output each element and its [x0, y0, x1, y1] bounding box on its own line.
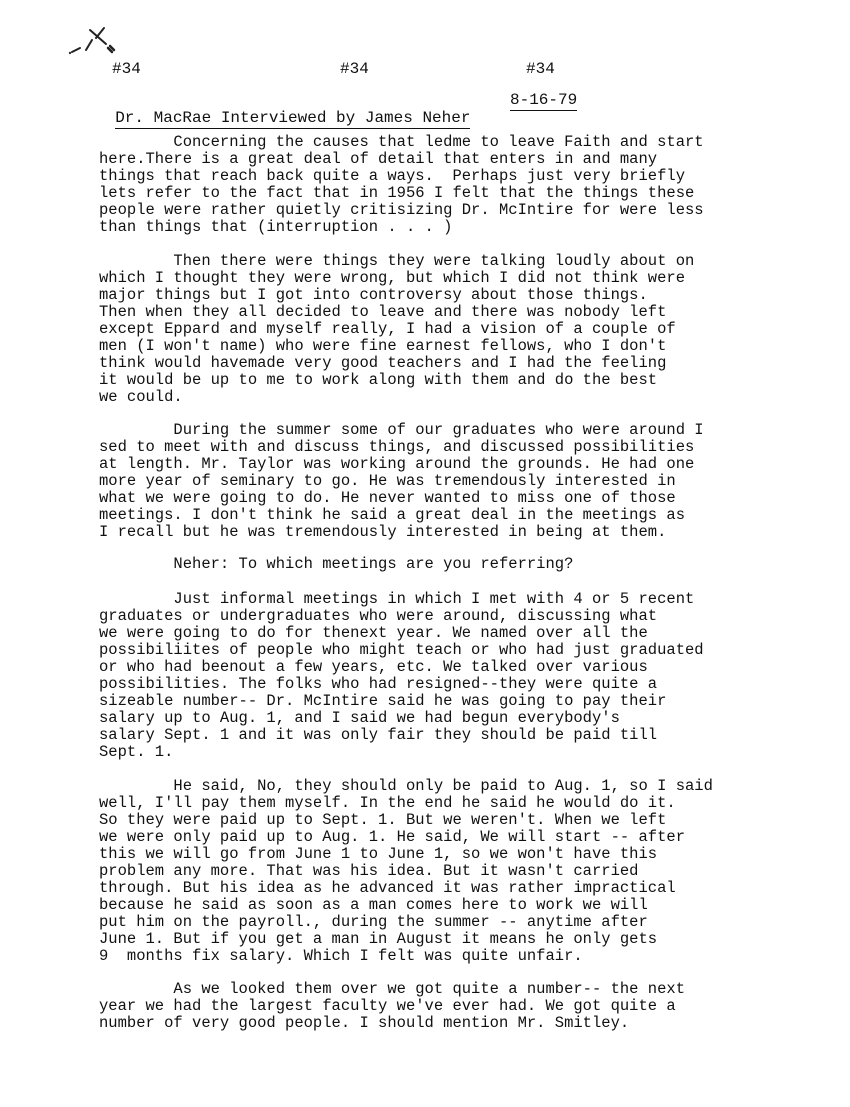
text-line: this we will go from June 1 to June 1, so we won't have this [99, 845, 658, 863]
paragraph-2 [99, 253, 779, 406]
text-line: salary up to Aug. 1, and I said we had begun everybody's [99, 709, 620, 727]
text-line: put him on the payroll., during the summer -- anytime after [99, 913, 648, 931]
text-line: which I thought they were wrong, but which I did not think were [99, 269, 685, 287]
text-line: or who had beenout a few years, etc. We talked over various [99, 658, 648, 676]
text-line: meetings. I don't think he said a great deal in the meetings as [99, 506, 685, 524]
text-line: Just informal meetings in which I met with 4 or 5 recent [99, 590, 695, 608]
text-line: think would havemade very good teachers and I had the feeling [99, 354, 667, 372]
text-line: we could. [99, 388, 183, 406]
paragraph-5 [99, 591, 779, 761]
text-line: Neher: To which meetings are you referring? [99, 555, 574, 573]
page-number-center: #34 [340, 60, 369, 78]
text-line: graduates or undergraduates who were around, discussing what [99, 607, 658, 625]
text-line: June 1. But if you get a man in August it means he only gets [99, 930, 658, 948]
text-line: sizeable number-- Dr. McIntire said he was going to pay their [99, 692, 667, 710]
text-line: well, I'll pay them myself. In the end he said he would do it. [99, 794, 676, 812]
text-line: I recall but he was tremendously interested in being at them. [99, 523, 667, 541]
text-line: So they were paid up to Sept. 1. But we weren't. When we left [99, 811, 667, 829]
document-heading [96, 91, 636, 127]
text-line: sed to meet with and discuss things, and discussed possibilities [99, 438, 695, 456]
text-line: here.There is a great deal of detail that enters in and many [99, 150, 658, 168]
handwritten-mark-icon [62, 22, 122, 56]
text-line: Then when they all decided to leave and there was nobody left [99, 303, 667, 321]
text-line: year we had the largest faculty we've ever had. We got quite a [99, 997, 676, 1015]
text-line: Then there were things they were talking loudly about on [99, 252, 695, 270]
paragraph-6 [99, 778, 779, 965]
page-number-left: #34 [112, 60, 141, 78]
text-line: number of very good people. I should mention Mr. Smitley. [99, 1014, 630, 1032]
text-line: salary Sept. 1 and it was only fair they should be paid till [99, 726, 658, 744]
text-line: at length. Mr. Taylor was working around the grounds. He had one [99, 455, 695, 473]
text-line: because he said as soon as a man comes here to work we will [99, 896, 648, 914]
paragraph-1 [99, 134, 779, 236]
text-line: Sept. 1. [99, 743, 174, 761]
document-title: Dr. MacRae Interviewed by James Neher [115, 109, 471, 127]
text-line: than things that (interruption . . . ) [99, 218, 453, 236]
text-line: more year of seminary to go. He was tremendously interested in [99, 472, 676, 490]
text-line: Concerning the causes that ledme to leave Faith and start [99, 133, 704, 151]
text-line: As we looked them over we got quite a number-- the next [99, 980, 685, 998]
paragraph-4 [99, 556, 779, 573]
text-line: what we were going to do. He never wanted to miss one of those [99, 489, 676, 507]
text-line: things that reach back quite a ways. Perhaps just very briefly [99, 167, 685, 185]
document-date: 8-16-79 [510, 91, 578, 109]
text-line: it would be up to me to work along with them and do the best [99, 371, 658, 389]
text-line: 9 months fix salary. Which I felt was quite unfair. [99, 947, 583, 965]
text-line: major things but I got into controversy about those things. [99, 286, 648, 304]
text-line: During the summer some of our graduates who were around I [99, 421, 704, 439]
text-line: men (I won't name) who were fine earnest fellows, who I don't [99, 337, 667, 355]
text-line: through. But his idea as he advanced it was rather impractical [99, 879, 676, 897]
text-line: He said, No, they should only be paid to Aug. 1, so I said [99, 777, 713, 795]
paragraph-3 [99, 422, 779, 541]
text-line: lets refer to the fact that in 1956 I felt that the things these [99, 184, 695, 202]
text-line: except Eppard and myself really, I had a vision of a couple of [99, 320, 676, 338]
text-line: people were rather quietly critisizing Dr. McIntire for were less [99, 201, 704, 219]
page-number-right: #34 [526, 60, 555, 78]
text-line: possibilities. The folks who had resigned--they were quite a [99, 675, 658, 693]
paragraph-7 [99, 981, 779, 1032]
page-number-row [0, 60, 850, 80]
text-line: we were going to do for thenext year. We named over all the [99, 624, 648, 642]
text-line: we were only paid up to Aug. 1. He said, We will start -- after [99, 828, 685, 846]
text-line: problem any more. That was his idea. But it wasn't carried [99, 862, 639, 880]
text-line: possibiliites of people who might teach or who had just graduated [99, 641, 704, 659]
